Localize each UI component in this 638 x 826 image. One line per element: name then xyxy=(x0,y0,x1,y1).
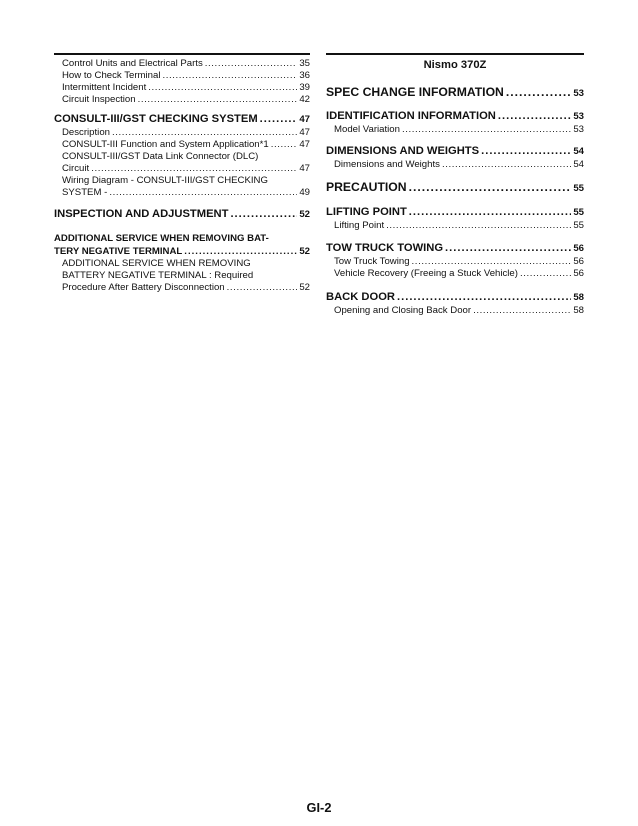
toc-entry[interactable] xyxy=(326,124,584,136)
leader-dots xyxy=(91,163,297,175)
section-title: LIFTING POINT xyxy=(326,206,407,218)
entry-title: SYSTEM - xyxy=(62,187,108,198)
entry-title: Control Units and Electrical Parts xyxy=(62,58,203,69)
leader-dots xyxy=(520,268,571,280)
toc-section[interactable] xyxy=(54,112,310,127)
toc-section[interactable] xyxy=(54,245,310,258)
toc-right-column xyxy=(326,53,584,317)
section-page: 56 xyxy=(573,243,584,254)
entry-page: 56 xyxy=(573,268,584,279)
entry-title: How to Check Terminal xyxy=(62,70,161,81)
entry-page: 36 xyxy=(299,70,310,81)
toc-entry[interactable] xyxy=(54,282,310,294)
entry-title: Vehicle Recovery (Freeing a Stuck Vehicle) xyxy=(334,268,518,279)
entry-page: 53 xyxy=(573,124,584,135)
section-page: 52 xyxy=(299,209,310,220)
toc-section[interactable] xyxy=(326,180,584,196)
left-top-rule xyxy=(54,53,310,55)
entry-page: 47 xyxy=(299,127,310,138)
section-title: PRECAUTION xyxy=(326,180,407,194)
toc-section[interactable] xyxy=(326,241,584,256)
leader-dots xyxy=(205,58,298,70)
leader-dots xyxy=(227,282,298,294)
section-page: 53 xyxy=(573,88,584,99)
entry-page: 49 xyxy=(299,187,310,198)
section-line: ADDITIONAL SERVICE WHEN REMOVING BAT- xyxy=(54,233,269,244)
leader-dots xyxy=(162,70,297,82)
toc-section[interactable] xyxy=(326,290,584,305)
toc-section[interactable] xyxy=(326,205,584,220)
leader-dots xyxy=(481,144,571,158)
leader-dots xyxy=(109,187,297,199)
entry-title: Tow Truck Towing xyxy=(334,256,410,267)
entry-page: 42 xyxy=(299,94,310,105)
model-header: Nismo 370Z xyxy=(423,59,487,71)
toc-entry[interactable] xyxy=(326,159,584,171)
page-number: GI-2 xyxy=(306,800,332,815)
leader-dots xyxy=(148,82,297,94)
leader-dots xyxy=(402,124,571,136)
entry-title: Procedure After Battery Disconnection xyxy=(62,282,225,293)
right-top-rule xyxy=(326,53,584,55)
section-page: 47 xyxy=(299,114,310,125)
entry-page: 58 xyxy=(573,305,584,316)
toc-entry[interactable] xyxy=(54,187,310,199)
section-title: TOW TRUCK TOWING xyxy=(326,242,444,254)
leader-dots xyxy=(498,109,571,123)
section-title: INSPECTION AND ADJUSTMENT xyxy=(54,208,229,220)
section-title: TERY NEGATIVE TERMINAL xyxy=(54,246,183,257)
entry-page: 47 xyxy=(299,139,310,150)
leader-dots xyxy=(184,245,297,258)
entry-title: Circuit xyxy=(62,163,90,174)
toc-entry[interactable] xyxy=(54,163,310,175)
entry-page: 47 xyxy=(299,163,310,174)
leader-dots xyxy=(386,220,571,232)
entry-title: Circuit Inspection xyxy=(62,94,136,105)
entry-page: 39 xyxy=(299,82,310,93)
section-title: BACK DOOR xyxy=(326,291,395,303)
leader-dots xyxy=(442,159,571,171)
leader-dots xyxy=(230,207,297,221)
entry-page: 56 xyxy=(573,256,584,267)
section-title: IDENTIFICATION INFORMATION xyxy=(326,110,496,122)
leader-dots xyxy=(271,139,298,151)
leader-dots xyxy=(112,127,297,139)
toc-entry[interactable] xyxy=(54,127,310,139)
toc-entry[interactable] xyxy=(54,139,310,151)
leader-dots xyxy=(397,290,571,304)
section-title: CONSULT-III/GST CHECKING SYSTEM xyxy=(54,113,258,125)
leader-dots xyxy=(260,112,298,126)
section-page: 55 xyxy=(573,183,584,194)
entry-title: Lifting Point xyxy=(334,220,385,231)
entry-title: CONSULT-III Function and System Application*1 xyxy=(62,139,269,150)
entry-title: Intermittent Incident xyxy=(62,82,147,93)
entry-line: ADDITIONAL SERVICE WHEN REMOVING xyxy=(62,258,251,269)
entry-title: Opening and Closing Back Door xyxy=(334,305,472,316)
toc-entry[interactable] xyxy=(326,256,584,268)
toc-entry[interactable] xyxy=(54,70,310,82)
leader-dots xyxy=(473,305,571,317)
toc-left-column xyxy=(54,53,310,294)
entry-line: BATTERY NEGATIVE TERMINAL : Required xyxy=(62,270,254,281)
leader-dots xyxy=(445,241,571,255)
section-page: 53 xyxy=(573,111,584,122)
toc-entry[interactable] xyxy=(54,58,310,70)
section-title: DIMENSIONS AND WEIGHTS xyxy=(326,145,480,157)
entry-title: Dimensions and Weights xyxy=(334,159,440,170)
entry-title: Model Variation xyxy=(334,124,400,135)
section-page: 55 xyxy=(573,207,584,218)
entry-line: CONSULT-III/GST Data Link Connector (DLC) xyxy=(62,151,259,162)
toc-section[interactable] xyxy=(326,144,584,159)
leader-dots xyxy=(409,205,572,219)
toc-section[interactable] xyxy=(326,109,584,124)
toc-entry[interactable] xyxy=(326,305,584,317)
leader-dots xyxy=(506,85,571,99)
section-title: SPEC CHANGE INFORMATION xyxy=(326,85,504,99)
entry-page: 55 xyxy=(573,220,584,231)
leader-dots xyxy=(412,256,572,268)
toc-section[interactable] xyxy=(326,85,584,101)
leader-dots xyxy=(138,94,298,106)
toc-entry[interactable] xyxy=(54,82,310,94)
toc-entry[interactable] xyxy=(54,94,310,106)
entry-line: Wiring Diagram - CONSULT-III/GST CHECKING xyxy=(62,175,268,186)
section-page: 54 xyxy=(573,146,584,157)
entry-page: 35 xyxy=(299,58,310,69)
leader-dots xyxy=(409,180,572,194)
toc-section[interactable] xyxy=(54,207,310,222)
entry-page: 54 xyxy=(573,159,584,170)
toc-entry[interactable] xyxy=(326,268,584,280)
entry-title: Description xyxy=(62,127,110,138)
entry-page: 52 xyxy=(299,282,310,293)
toc-entry[interactable] xyxy=(326,220,584,232)
section-page: 52 xyxy=(299,246,310,257)
section-page: 58 xyxy=(573,292,584,303)
